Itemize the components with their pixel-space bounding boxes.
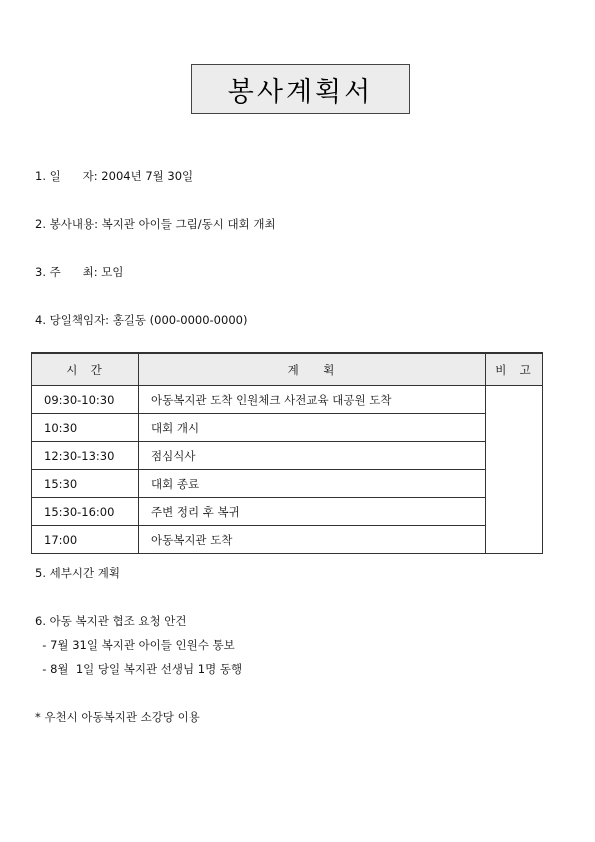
- row-plan: 대회 종료: [139, 470, 486, 498]
- item-host: 3. 주 최: 모임: [35, 265, 124, 279]
- row-plan: 대회 개시: [139, 414, 486, 442]
- row-time: 15:30: [32, 470, 139, 498]
- section6-item: - 8월 1일 당일 복지관 선생님 1명 동행: [35, 662, 243, 676]
- table-row: [32, 498, 543, 526]
- item-content: 2. 봉사내용: 복지관 아이들 그림/동시 대회 개최: [35, 217, 276, 231]
- table-row: [32, 526, 543, 554]
- table-row: [32, 414, 543, 442]
- section6-heading: 6. 아동 복지관 협조 요청 안건: [35, 614, 187, 628]
- header-note: 비 고: [486, 353, 543, 386]
- row-plan: 점심식사: [139, 442, 486, 470]
- header-time: 시 간: [32, 353, 139, 386]
- table-row: [32, 470, 543, 498]
- footnote: * 우천시 아동복지관 소강당 이용: [35, 710, 200, 724]
- section5-heading: 5. 세부시간 계획: [35, 566, 120, 580]
- table-header-row: [32, 353, 543, 386]
- header-plan: 계 획: [139, 353, 486, 386]
- document-title: 봉사계획서: [191, 64, 410, 114]
- note-cell: [486, 386, 543, 554]
- row-time: 09:30-10:30: [32, 386, 139, 414]
- table-row: [32, 442, 543, 470]
- row-plan: 아동복지관 도착: [139, 526, 486, 554]
- item-date: 1. 일 자: 2004년 7월 30일: [35, 169, 194, 183]
- row-time: 15:30-16:00: [32, 498, 139, 526]
- row-time: 12:30-13:30: [32, 442, 139, 470]
- section6-item: - 7월 31일 복지관 아이들 인원수 통보: [35, 638, 235, 652]
- row-plan: 주변 정리 후 복귀: [139, 498, 486, 526]
- table-row: [32, 386, 543, 414]
- row-time: 10:30: [32, 414, 139, 442]
- item-manager: 4. 당일책임자: 홍길동 (000-0000-0000): [35, 313, 248, 327]
- schedule-table: [31, 352, 543, 554]
- row-plan: 아동복지관 도착 인원체크 사전교육 대공원 도착: [139, 386, 486, 414]
- row-time: 17:00: [32, 526, 139, 554]
